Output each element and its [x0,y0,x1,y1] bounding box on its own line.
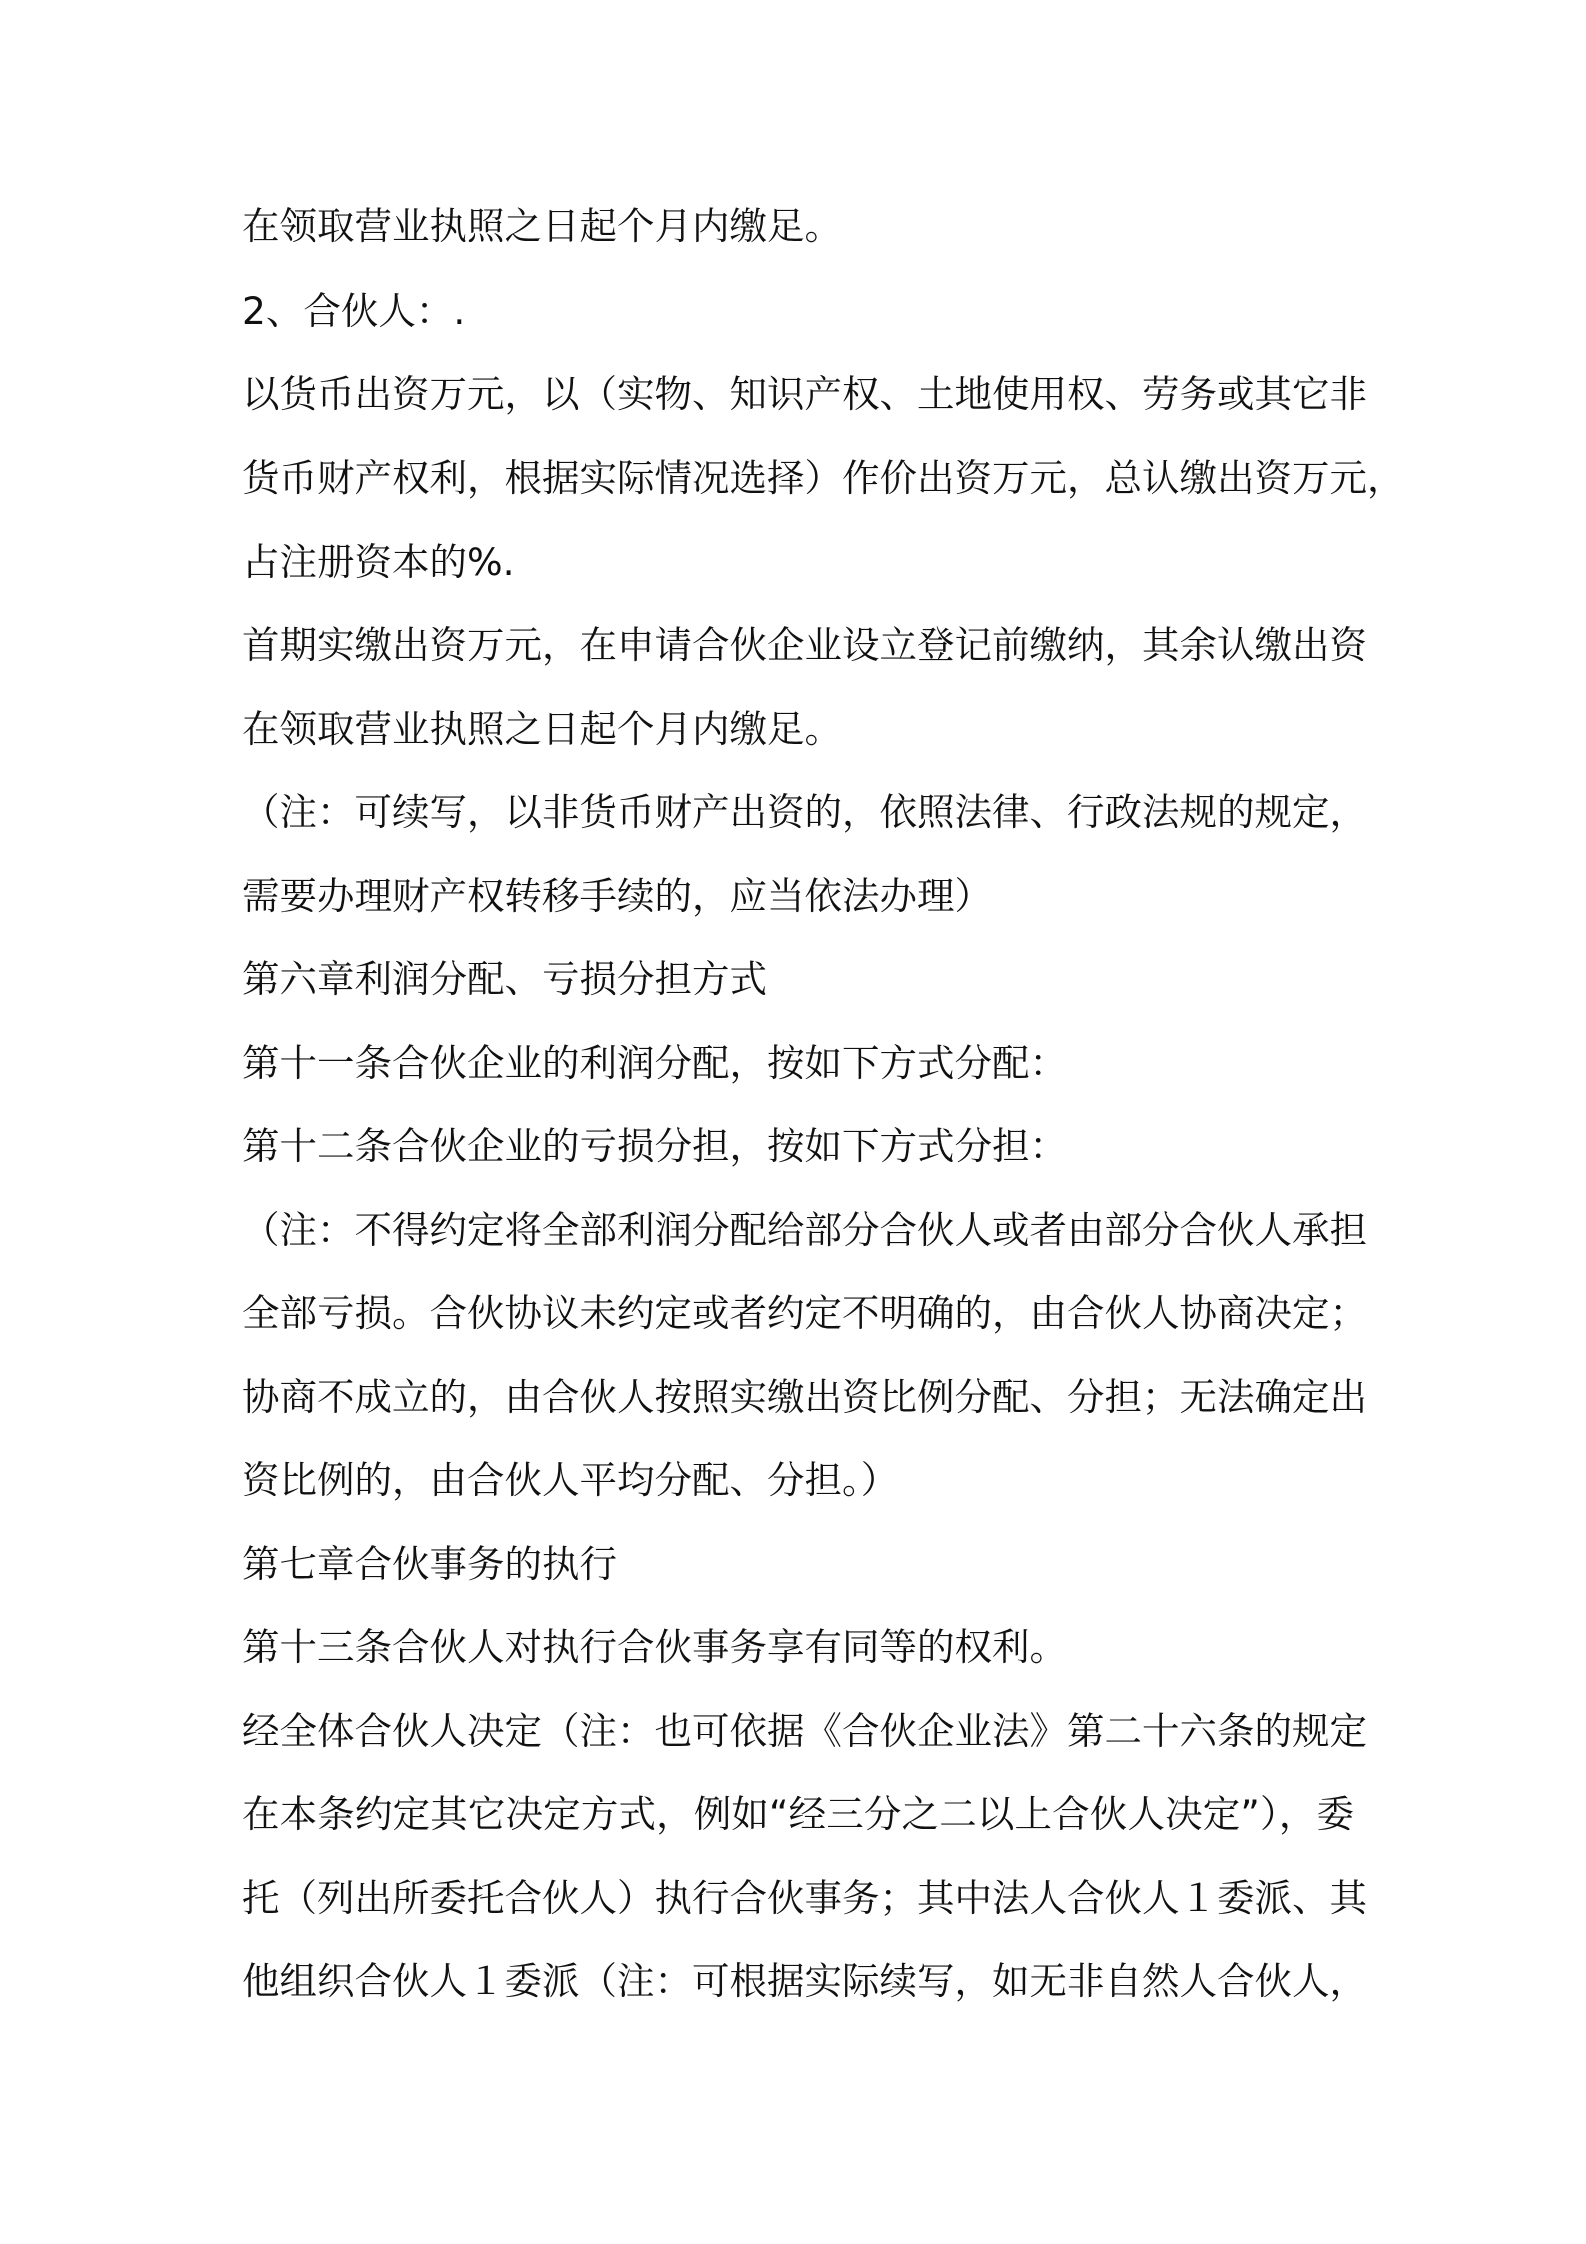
text-line: 在本条约定其它决定方式，例如“经三分之二以上合伙人决定”），委 [242,1792,1354,1836]
text-line: 以货币出资万元，以（实物、知识产权、土地使用权、劳务或其它非 [242,372,1367,416]
text-line: 2、合伙人：. [242,289,466,333]
text-line: 在领取营业执照之日起个月内缴足。 [242,204,842,248]
text-line: 需要办理财产权转移手续的，应当依法办理） [242,874,992,918]
text-line: 经全体合伙人决定（注：也可依据《合伙企业法》第二十六条的规定 [242,1709,1367,1753]
text-line: 在领取营业执照之日起个月内缴足。 [242,707,842,751]
text-line: 占注册资本的%. [242,540,515,584]
text-line: 托（列出所委托合伙人）执行合伙事务；其中法人合伙人１委派、其 [242,1876,1367,1920]
text-line: 全部亏损。合伙协议未约定或者约定不明确的，由合伙人协商决定； [242,1291,1367,1335]
chapter-heading: 第七章合伙事务的执行 [242,1542,617,1586]
article-line: 第十三条合伙人对执行合伙事务享有同等的权利。 [242,1625,1067,1669]
text-line: 资比例的，由合伙人平均分配、分担。） [242,1458,899,1502]
text-line: 协商不成立的，由合伙人按照实缴出资比例分配、分担；无法确定出 [242,1375,1367,1419]
article-line: 第十一条合伙企业的利润分配，按如下方式分配： [242,1041,1067,1085]
article-line: 第十二条合伙企业的亏损分担，按如下方式分担： [242,1124,1067,1168]
chapter-heading: 第六章利润分配、亏损分担方式 [242,957,767,1001]
text-line: （注：不得约定将全部利润分配给部分合伙人或者由部分合伙人承担 [242,1208,1367,1252]
text-line: 首期实缴出资万元，在申请合伙企业设立登记前缴纳，其余认缴出资 [242,623,1367,667]
text-line: 货币财产权利，根据实际情况选择）作价出资万元，总认缴出资万元， [242,456,1405,500]
text-line: 他组织合伙人１委派（注：可根据实际续写，如无非自然人合伙人， [242,1959,1367,2003]
text-line: （注：可续写，以非货币财产出资的，依照法律、行政法规的规定， [242,790,1367,834]
